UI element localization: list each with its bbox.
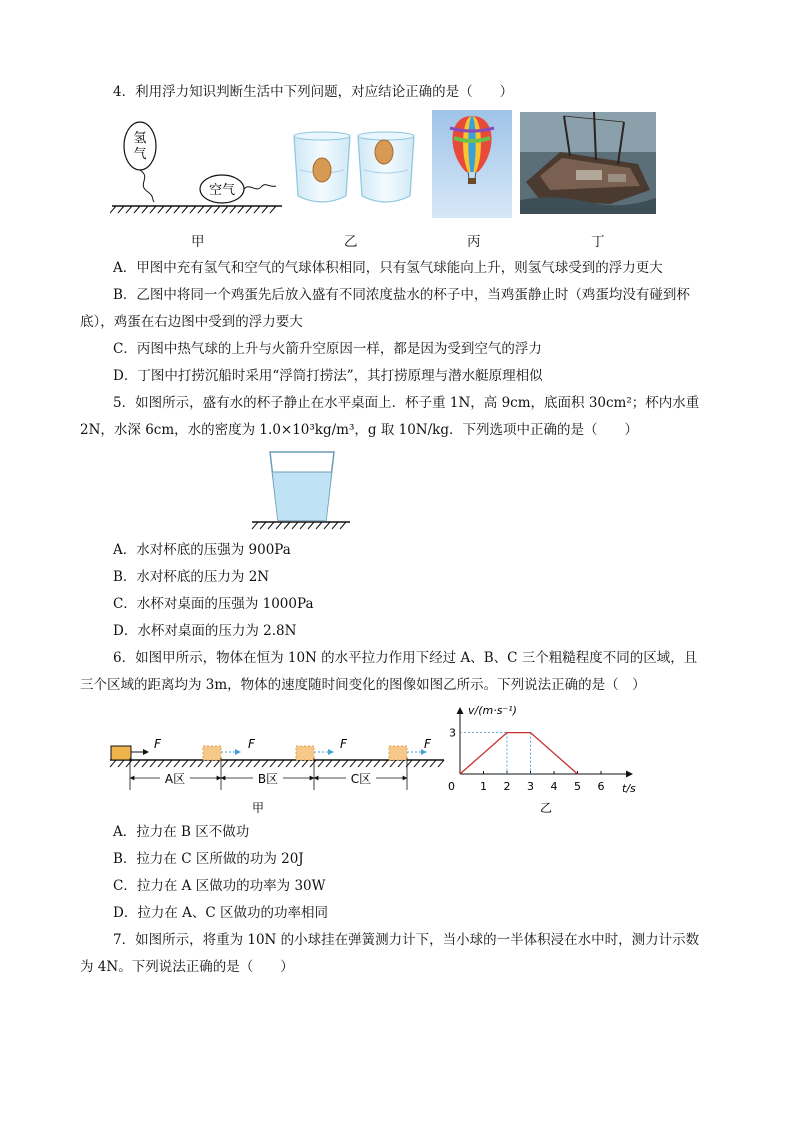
hydrogen-label-1: 氢 xyxy=(133,131,147,146)
ground-hatch xyxy=(230,760,236,767)
x-tick-label: 5 xyxy=(574,780,581,793)
q4-fig-yi xyxy=(290,130,420,210)
ground-hatch xyxy=(382,760,388,767)
ground-hatch xyxy=(430,760,436,767)
ground-hatch xyxy=(126,760,132,767)
water-cup xyxy=(270,452,334,520)
ground-hatch xyxy=(134,760,140,767)
q5-option-d: D．水杯对桌面的压力为 2.8N xyxy=(113,623,297,639)
ground-hatch xyxy=(374,760,380,767)
origin-label: 0 xyxy=(448,780,455,793)
force-label-c: F xyxy=(340,737,347,751)
q6-fig-jia xyxy=(108,730,448,820)
q4-fig-ding xyxy=(520,112,656,214)
x-tick-label: 3 xyxy=(527,780,534,793)
q6-stem-2: 三个区域的距离均为 3m，物体的速度随时间变化的图像如图乙所示。下列说法正确的是（ ） xyxy=(80,677,646,693)
q6-option-d: D．拉力在 A、C 区做功的功率相同 xyxy=(113,905,328,921)
q6-option-c: C．拉力在 A 区做功的功率为 30W xyxy=(113,878,326,894)
q6-caption-jia: 甲 xyxy=(251,801,265,815)
x-tick-label: 6 xyxy=(597,780,605,793)
q5-stem-2: 2N，水深 6cm，水的密度为 1.0×10³kg/m³，g 取 10N/kg．下列选项中正确的是（ ） xyxy=(80,422,638,438)
ground-hatch xyxy=(294,760,300,767)
ground-hatch xyxy=(150,760,156,767)
ground-hatch xyxy=(390,760,396,767)
zone-a-label: A区 xyxy=(164,772,186,786)
ground-hatch xyxy=(302,760,308,767)
zone-c-label: C区 xyxy=(350,772,372,786)
ground-hatch xyxy=(278,760,284,767)
q5-option-c: C．水杯对桌面的压强为 1000Pa xyxy=(113,596,314,612)
ground-hatch xyxy=(142,760,148,767)
ground-hatch xyxy=(318,760,324,767)
q5-fig-cup xyxy=(250,448,352,532)
q6-option-b: B．拉力在 C 区所做的功为 20J xyxy=(113,851,304,867)
ground-hatch xyxy=(166,760,172,767)
zone-b-label: B区 xyxy=(257,772,279,786)
q6-option-a: A．拉力在 B 区不做功 xyxy=(113,824,250,840)
ground-hatch xyxy=(158,760,164,767)
x-tick-label: 2 xyxy=(503,780,511,793)
x-tick-label: 1 xyxy=(480,780,487,793)
ground-hatch xyxy=(214,760,220,767)
ground-hatch xyxy=(206,760,212,767)
ground-hatch xyxy=(262,760,268,767)
q4-caption-bing: 丙 xyxy=(467,234,481,250)
ground-hatch xyxy=(366,760,372,767)
ground-hatch xyxy=(350,760,356,767)
ground-hatch xyxy=(270,760,276,767)
ground-hatch xyxy=(414,760,420,767)
ground-hatch xyxy=(398,760,404,767)
block-b-start xyxy=(203,746,221,760)
ground-hatch xyxy=(422,760,428,767)
salt-water-cup-right xyxy=(358,132,414,202)
ground-hatch xyxy=(118,760,124,767)
q4-fig-bing xyxy=(432,110,512,218)
q4-caption-ding: 丁 xyxy=(591,234,605,250)
ground-hatch xyxy=(286,760,292,767)
egg-right xyxy=(375,140,393,164)
q5-option-b: B．水对杯底的压力为 2N xyxy=(113,569,270,585)
q7-stem-1: 7．如图所示，将重为 10N 的小球挂在弹簧测力计下，当小球的一半体积浸在水中时，测力计示数 xyxy=(113,932,700,948)
q6-vt-chart xyxy=(446,700,646,820)
q6-caption-yi: 乙 xyxy=(539,801,553,815)
q4-fig-jia xyxy=(110,118,285,214)
hydrogen-balloon xyxy=(124,122,156,170)
q4-option-b: B．乙图中将同一个鸡蛋先后放入盛有不同浓度盐水的杯子中，当鸡蛋静止时（鸡蛋均没有碰到杯 xyxy=(113,287,690,303)
ground-hatch xyxy=(342,760,348,767)
velocity-series-line xyxy=(460,733,578,774)
ground-hatch xyxy=(110,760,116,767)
block-c-start xyxy=(296,746,314,760)
q4-option-b-cont: 底），鸡蛋在右边图中受到的浮力要大 xyxy=(80,314,303,330)
ground-hatch xyxy=(334,760,340,767)
ground-hatch xyxy=(190,760,196,767)
ground-hatch xyxy=(174,760,180,767)
q4-caption-yi: 乙 xyxy=(344,234,358,250)
q5-option-a: A．水对杯底的压强为 900Pa xyxy=(113,542,291,558)
q4-option-d: D．丁图中打捞沉船时采用“浮筒打捞法”，其打捞原理与潜水艇原理相似 xyxy=(113,368,543,384)
hydrogen-label-2: 气 xyxy=(133,147,147,162)
q4-stem: 4．利用浮力知识判断生活中下列问题，对应结论正确的是（ ） xyxy=(113,84,514,100)
ground-hatch xyxy=(326,760,332,767)
ground-hatch xyxy=(358,760,364,767)
ground-hatch xyxy=(182,760,188,767)
block-start xyxy=(111,746,131,760)
force-label-end: F xyxy=(424,737,431,751)
egg-left xyxy=(313,158,331,182)
force-label-start: F xyxy=(154,737,161,751)
t-axis-label: t/s xyxy=(622,782,636,795)
q4-option-a: A．甲图中充有氢气和空气的气球体积相同，只有氢气球能向上升，则氢气球受到的浮力更大 xyxy=(113,260,663,276)
v-axis-label: v/(m·s⁻¹) xyxy=(468,704,517,717)
q6-stem-1: 6．如图甲所示，物体在恒为 10N 的水平拉力作用下经过 A、B、C 三个粗糙程度不同的区域，且 xyxy=(113,650,698,666)
force-label-b: F xyxy=(248,737,255,751)
y-tick-3: 3 xyxy=(449,726,456,740)
ground-hatch xyxy=(198,760,204,767)
x-tick-label: 4 xyxy=(550,780,558,793)
q7-stem-2: 为 4N。下列说法正确的是（ ） xyxy=(80,959,294,975)
ground-hatch xyxy=(246,760,252,767)
salt-water-cup-left xyxy=(294,132,350,202)
q4-caption-jia: 甲 xyxy=(191,234,205,250)
q4-option-c: C．丙图中热气球的上升与火箭升空原因一样，都是因为受到空气的浮力 xyxy=(113,341,542,357)
q5-stem-1: 5．如图所示，盛有水的杯子静止在水平桌面上．杯子重 1N，高 9cm，底面积 30cm²；杯内水重 xyxy=(113,395,700,411)
air-label: 空气 xyxy=(208,183,236,198)
ground-hatch xyxy=(222,760,228,767)
ground-hatch xyxy=(238,760,244,767)
ground-hatch xyxy=(254,760,260,767)
block-end xyxy=(389,746,407,760)
ground-hatch xyxy=(438,760,444,767)
ground-hatch xyxy=(310,760,316,767)
